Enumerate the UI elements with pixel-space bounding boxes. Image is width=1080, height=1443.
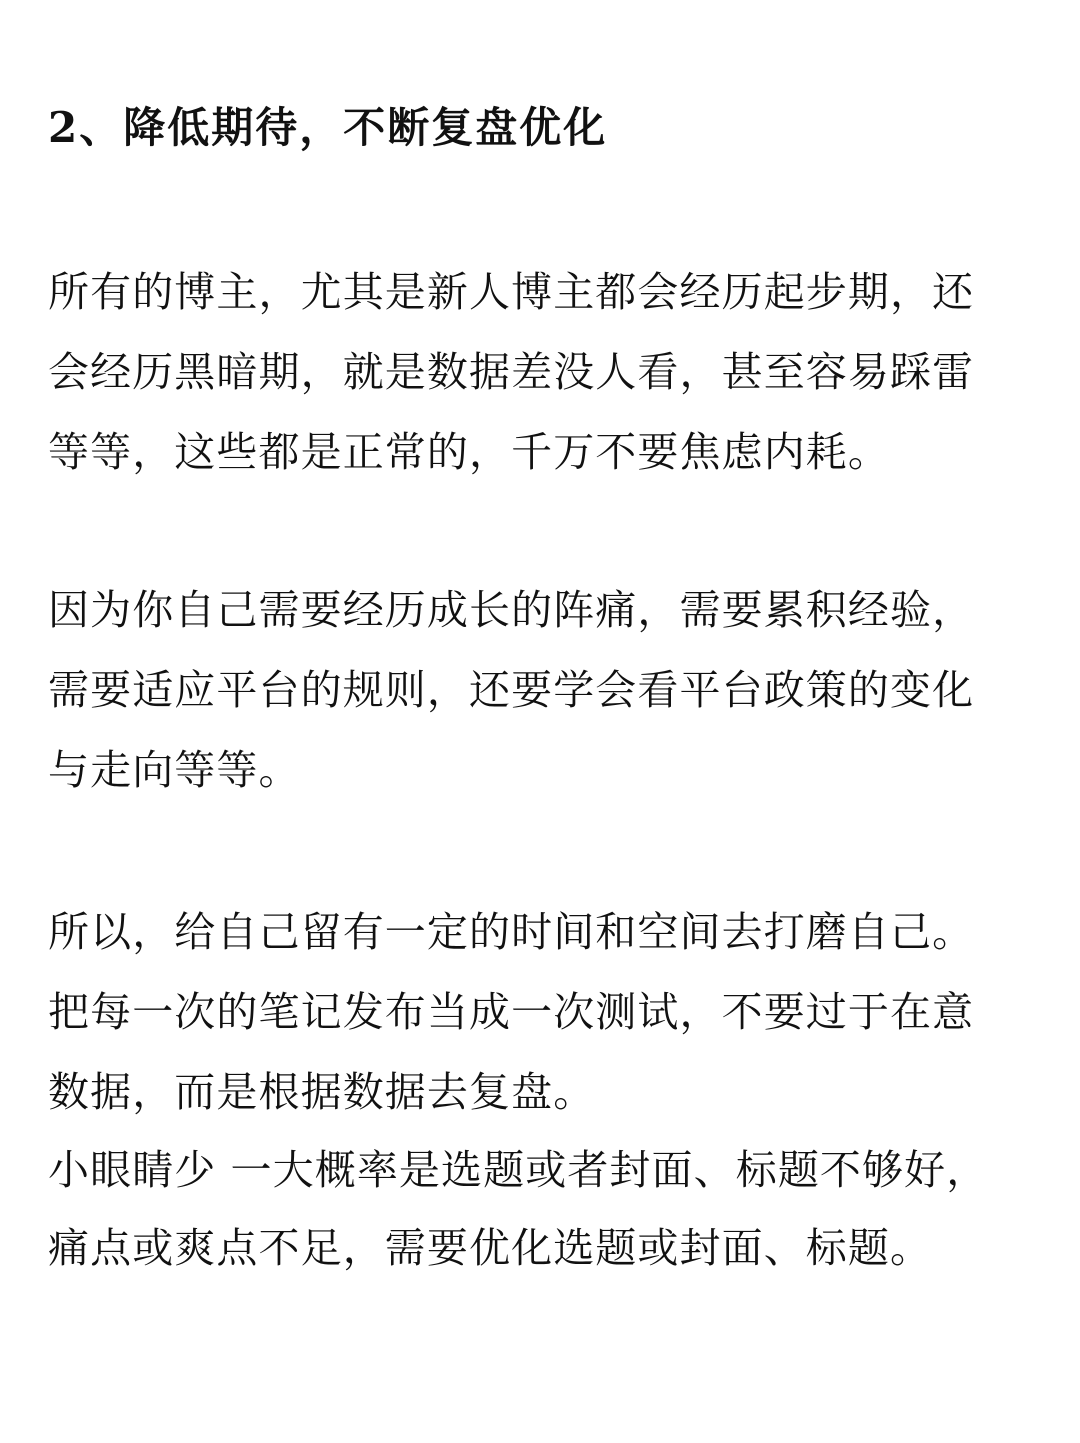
paragraph-line: 等等，这些都是正常的，千万不要焦虑内耗。 <box>48 428 890 476</box>
paragraph-line: 因为你自己需要经历成长的阵痛，需要累积经验， <box>48 586 975 634</box>
paragraph-line: 数据，而是根据数据去复盘。 <box>48 1068 596 1116</box>
paragraph-line: 所以，给自己留有一定的时间和空间去打磨自己。 <box>48 908 975 956</box>
paragraph-line: 与走向等等。 <box>48 746 301 794</box>
paragraph-line: 所有的博主，尤其是新人博主都会经历起步期，还 <box>48 268 975 316</box>
paragraph-line: 把每一次的笔记发布当成一次测试，不要过于在意 <box>48 988 975 1036</box>
paragraph-line: 痛点或爽点不足，需要优化选题或封面、标题。 <box>48 1224 933 1272</box>
paragraph-line: 小眼睛少 一大概率是选题或者封面、标题不够好， <box>48 1146 989 1194</box>
paragraph-line: 需要适应平台的规则，还要学会看平台政策的变化 <box>48 666 975 714</box>
section-heading: 2、降低期待，不断复盘优化 <box>48 103 608 152</box>
paragraph-line: 会经历黑暗期，就是数据差没人看，甚至容易踩雷 <box>48 348 975 396</box>
